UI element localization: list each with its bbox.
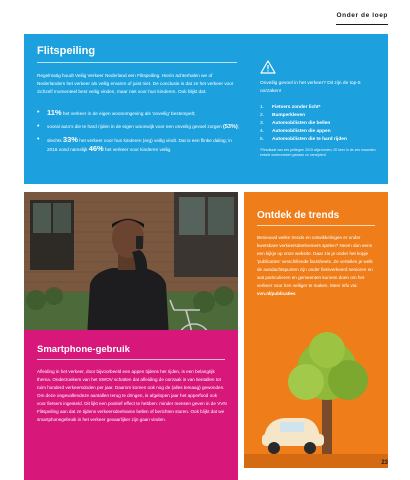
tree-car-illustration: [244, 320, 388, 468]
title-rule: [257, 225, 375, 226]
stat-percent: 33%: [62, 135, 78, 144]
stat-list: [37, 109, 242, 158]
ranking-item: [260, 128, 380, 136]
stat-percent: (53%): [223, 123, 238, 130]
flitspeiling-title: Flitspeiling: [37, 45, 96, 57]
smartphone-body: Afleiding in het verkeer, door bijvoorbeeld een appen tijdens het rijden, is een belangrijk thema. Onderzoekers van het SWOV schatten dat afleiding de oorzaak is van tientallen tot ruim honderd verkeersdoden per jaar. Daarom komen ook nog de (alles temaag) gewonden. Om deze ongevallendeze aantallen terug te dringen, is afgelopen jaar het apperfood ook voor fietsers ingesteld. Dit lijkt een positief effect te hebben: minder mensen geven in de VVN Flitspeiling aan dat ze tijdens verkeersdeelname bellen of berichten sturen. Ook blijkt dat we smartphonegebruik in het verkeer gevaarlijker zijn gaan vinden.: [37, 369, 227, 422]
ranking-list: [260, 104, 380, 144]
bullet-icon: •: [37, 136, 40, 143]
stat-text: vooral auto's die te hard rijden in de eigen woonwijk voor een onveilig gevoel zorgen: [47, 123, 224, 129]
rank-label: Automobilisten die bellen: [272, 121, 331, 126]
ranking-footnote: *Resultaat van zes peilingen 2019 afgenomen, 00 keer in de zes maanden enkele onderzoeken gedaan zo verwijderd: [260, 148, 376, 157]
stat-suffix: het verkeer voor kinderen veilig.: [103, 146, 172, 152]
stat-suffix: ;: [237, 123, 239, 129]
road: [244, 454, 388, 468]
warning-triangle-icon: [260, 60, 276, 74]
stat-text: het verkeer in de eigen woonomgeving als 'onveilig' bestempelt;: [61, 111, 196, 116]
stat-item: [37, 136, 242, 153]
rank-number: 2.: [260, 113, 265, 118]
stat-percent-2: 46%: [88, 143, 104, 153]
rank-number: 5.: [260, 137, 265, 142]
title-rule: [37, 359, 225, 360]
flitspeiling-intro: Regelmatig houdt Veilig Verkeer Nederland een Flitspeiling. Hierin achterhalen we of Nederlanders het verkeer als veilig ervaren of juist niet. De conclusie is dat ze het verkeer voor zichzelf momenteel best veilig vinden, maar niet voor hun kinderen. Ook blijkt dat:: [37, 73, 234, 94]
rank-label: Bumperkleven: [272, 113, 306, 118]
rank-label: Automobilisten die appen: [272, 129, 331, 134]
rank-number: 1.: [260, 105, 265, 110]
bullet-icon: •: [37, 122, 40, 130]
section-header-label: Onder de loep: [336, 12, 388, 19]
stat-prefix: slechts: [47, 138, 63, 143]
stat-item: [37, 123, 242, 132]
car-icon: [262, 418, 324, 454]
smartphone-title: Smartphone-gebruik: [37, 344, 130, 355]
ranking-item: [260, 104, 380, 112]
rank-number: 3.: [260, 121, 265, 126]
ranking-item: [260, 120, 380, 128]
ranking-item: [260, 136, 380, 144]
flitspeiling-panel: [24, 34, 388, 184]
phone-icon: [136, 236, 143, 249]
stat-item: [37, 109, 242, 118]
smartphone-panel: [24, 330, 238, 480]
trends-title: Ontdek de trends: [257, 210, 340, 221]
title-rule: [37, 62, 237, 63]
ranking-item: [260, 112, 380, 120]
ranking-question: Onveilig gevoel in het verkeer? Dit zijn de top-5 oorzaken!: [260, 81, 361, 94]
trends-body: [257, 234, 379, 298]
window-right: [174, 192, 238, 277]
stat-text: het verkeer voor hun kinderen (erg) veilig vindt. Dat is een flinke daling; in 2016 vond namelijk: [47, 138, 232, 152]
window-left: [30, 200, 74, 270]
bullet-icon: •: [37, 109, 40, 116]
trends-text: Benieuwd welke trends en ontwikkelingen er onder kwetsbare verkeersdeelnemers spelen? Neem dan eens een kijkje op onze website. Daar zie je onder het kopje 'publicaties' verschillende factsheets. Ze vertellen je welk de aandachtspunten zijn onder fietsverkeerd senioren en wat particulieren en gemeenten kunnen doen om het verkeer voor hen veiliger te maken. Meer info via:: [257, 235, 373, 288]
header-rule: [336, 24, 388, 25]
page-number: 23: [381, 460, 388, 466]
publications-link[interactable]: vvn.nl/publicaties: [257, 291, 296, 296]
rank-label: Automobilisten die te hard rijden: [272, 137, 347, 142]
trends-panel: [244, 192, 388, 468]
rank-number: 4.: [260, 129, 265, 134]
rank-label: Fietsers zonder licht*: [272, 105, 321, 110]
stat-percent: 11%: [47, 108, 62, 117]
